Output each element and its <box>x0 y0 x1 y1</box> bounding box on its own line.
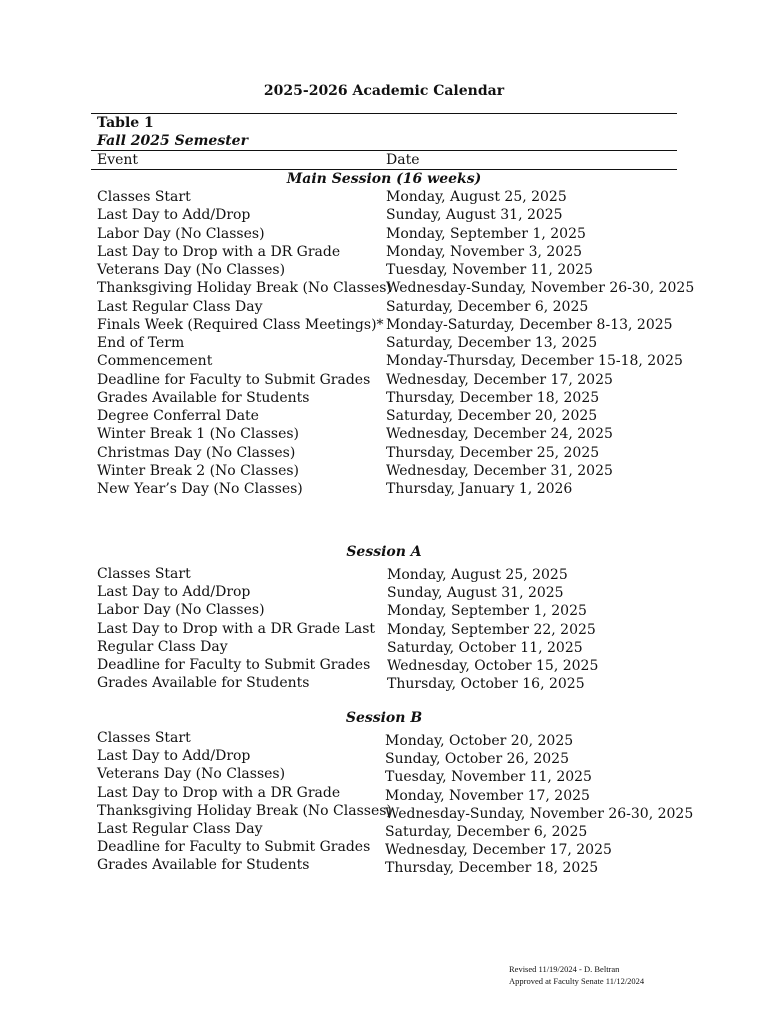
date-cell: Monday, September 22, 2025 <box>387 621 596 638</box>
date-cell: Monday, August 25, 2025 <box>386 189 567 205</box>
date-cell: Monday-Saturday, December 8-13, 2025 <box>386 316 673 333</box>
event-cell: Labor Day (No Classes) <box>97 225 265 242</box>
table-row <box>0 765 768 786</box>
table-row <box>0 747 768 768</box>
main-session-heading: Main Session (16 weeks) <box>286 171 482 187</box>
table-row <box>0 225 768 243</box>
table-top-rule <box>91 113 677 114</box>
date-cell: Saturday, December 20, 2025 <box>386 408 598 424</box>
date-cell: Thursday, January 1, 2026 <box>386 481 573 497</box>
date-cell: Tuesday, November 11, 2025 <box>386 262 593 278</box>
date-cell: Wednesday, October 15, 2025 <box>387 658 599 674</box>
event-cell: Deadline for Faculty to Submit Grades <box>97 371 371 388</box>
session-b-heading: Session B <box>345 710 423 726</box>
date-cell: Thursday, December 25, 2025 <box>386 444 600 461</box>
event-cell: Last Regular Class Day <box>97 821 263 837</box>
table-row <box>0 279 768 297</box>
event-cell: Veterans Day (No Classes) <box>97 766 286 783</box>
date-cell: Saturday, December 6, 2025 <box>386 298 589 315</box>
column-header-date: Date <box>386 152 420 168</box>
event-cell: Classes Start <box>97 730 191 746</box>
table-row <box>0 352 768 370</box>
table-row <box>0 316 768 334</box>
table-row <box>0 820 768 838</box>
table-row <box>0 565 768 583</box>
date-cell: Wednesday, December 17, 2025 <box>386 371 613 388</box>
date-cell: Sunday, August 31, 2025 <box>387 585 564 602</box>
event-cell: Last Day to Drop with a DR Grade <box>97 784 341 801</box>
table-label: Table 1 <box>97 115 154 131</box>
event-cell: Classes Start <box>97 189 191 205</box>
date-cell: Monday, October 20, 2025 <box>385 733 574 749</box>
table-row <box>0 802 768 820</box>
table-row <box>0 620 768 638</box>
event-cell: Degree Conferral Date <box>97 408 259 424</box>
event-cell: Thanksgiving Holiday Break (No Classes) <box>97 280 392 297</box>
page-title: 2025-2026 Academic Calendar <box>263 83 505 99</box>
event-cell: Commencement <box>97 353 213 370</box>
event-cell: Grades Available for Students <box>97 675 310 692</box>
date-cell: Monday, September 1, 2025 <box>386 225 586 242</box>
table-row <box>0 188 768 206</box>
date-cell: Saturday, December 6, 2025 <box>385 824 588 840</box>
table-row <box>0 298 768 316</box>
date-cell: Wednesday-Sunday, November 26-30, 2025 <box>385 805 694 822</box>
table-row <box>0 371 768 389</box>
table-row <box>0 480 768 498</box>
event-cell: Christmas Day (No Classes) <box>97 444 296 461</box>
date-cell: Sunday, October 26, 2025 <box>385 751 569 768</box>
table-row <box>0 407 768 425</box>
date-cell: Tuesday, November 11, 2025 <box>385 769 592 786</box>
approved-note: Approved at Faculty Senate 11/12/2024 <box>509 976 645 986</box>
date-cell: Wednesday, December 17, 2025 <box>385 842 612 859</box>
date-cell: Wednesday, December 31, 2025 <box>386 462 613 479</box>
event-cell: Thanksgiving Holiday Break (No Classes) <box>97 802 392 819</box>
date-cell: Sunday, August 31, 2025 <box>386 207 563 224</box>
event-cell: Winter Break 1 (No Classes) <box>97 426 300 443</box>
table-row <box>0 856 768 877</box>
table-row <box>0 784 768 802</box>
date-cell: Wednesday, December 24, 2025 <box>386 426 613 443</box>
table-row <box>0 656 768 674</box>
date-cell: Thursday, December 18, 2025 <box>386 389 600 406</box>
table-row <box>0 261 768 279</box>
event-cell: Deadline for Faculty to Submit Grades <box>97 839 371 856</box>
event-cell: Classes Start <box>97 566 191 582</box>
event-cell: Deadline for Faculty to Submit Grades <box>97 657 371 673</box>
table-row <box>0 243 768 261</box>
date-cell: Thursday, October 16, 2025 <box>387 676 585 693</box>
event-cell: Last Day to Add/Drop <box>97 207 251 224</box>
event-cell: Last Regular Class Day <box>97 298 263 315</box>
date-cell: Monday-Thursday, December 15-18, 2025 <box>386 353 683 370</box>
header-top-rule <box>91 150 677 151</box>
event-cell: Labor Day (No Classes) <box>97 602 265 619</box>
event-cell: Last Day to Add/Drop <box>97 584 251 601</box>
table-row <box>0 838 768 859</box>
date-cell: Monday, November 17, 2025 <box>385 787 590 804</box>
date-cell: Saturday, October 11, 2025 <box>387 639 583 656</box>
table-row <box>0 674 768 692</box>
event-cell: Finals Week (Required Class Meetings)* <box>97 316 384 333</box>
event-cell: Grades Available for Students <box>97 857 310 874</box>
date-cell: Saturday, December 13, 2025 <box>386 335 598 351</box>
event-cell: Grades Available for Students <box>97 389 310 406</box>
table-row <box>0 462 768 480</box>
event-cell: New Year’s Day (No Classes) <box>97 481 303 497</box>
column-header-event: Event <box>97 152 139 168</box>
table-row <box>0 389 768 407</box>
date-cell: Wednesday-Sunday, November 26-30, 2025 <box>386 280 695 297</box>
table-row <box>0 638 768 656</box>
table-row <box>0 601 768 619</box>
date-cell: Thursday, December 18, 2025 <box>385 860 599 877</box>
table-row <box>0 583 768 601</box>
event-cell: Veterans Day (No Classes) <box>97 262 286 278</box>
event-cell: Last Day to Drop with a DR Grade Last <box>97 620 376 637</box>
revised-note: Revised 11/19/2024 - D. Beltran <box>509 964 620 974</box>
table-row <box>0 206 768 224</box>
semester-title: Fall 2025 Semester <box>97 133 248 149</box>
event-cell: Regular Class Day <box>97 638 228 655</box>
table-row <box>0 425 768 443</box>
event-cell: Winter Break 2 (No Classes) <box>97 462 300 479</box>
date-cell: Monday, November 3, 2025 <box>386 243 583 260</box>
session-a-heading: Session A <box>346 544 422 560</box>
date-cell: Monday, August 25, 2025 <box>387 567 568 583</box>
event-cell: Last Day to Add/Drop <box>97 748 251 765</box>
table-row <box>0 334 768 352</box>
event-cell: End of Term <box>97 335 185 351</box>
table-row <box>0 729 768 747</box>
event-cell: Last Day to Drop with a DR Grade <box>97 243 341 260</box>
date-cell: Monday, September 1, 2025 <box>387 603 587 620</box>
table-row <box>0 444 768 462</box>
